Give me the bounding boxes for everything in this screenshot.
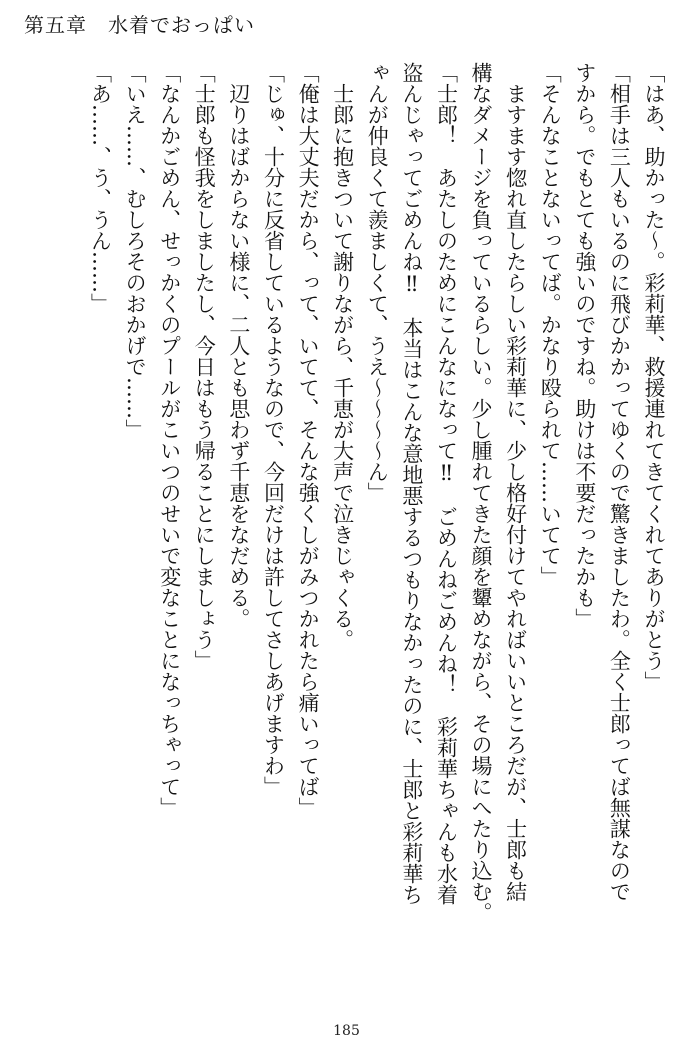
running-head-chapter-title: 第五章 水着でおっぱい [24, 13, 255, 37]
text-line: 士郎に抱きついて謝りながら、千恵が大声で泣きじゃくる。 [330, 62, 355, 650]
text-line: 「俺は大丈夫だから、って、いてて、そんな強くしがみつかれたら痛いってば」 [296, 62, 321, 818]
text-line: 盗んじゃってごめんね‼ 本当はこんな意地悪するつもりなかったのに、士郎と彩莉華ち [399, 62, 424, 905]
text-line: ますます惚れ直したらしい彩莉華に、少し格好付けてやればいいところだが、士郎も結 [503, 62, 528, 902]
text-line: 辺りはばからない様に、二人とも思わず千恵をなだめる。 [226, 62, 251, 629]
text-line: 「士郎！ あたしのためにこんなになって‼ ごめんねごめんね！ 彩莉華ちゃんも水着 [434, 62, 459, 905]
text-line: 「相手は三人もいるのに飛びかかってゆくので驚きましたわ。全く士郎ってば無謀なので [607, 62, 632, 902]
text-line: 「はあ、助かった〜。彩莉華、救援連れてきてくれてありがとう」 [642, 62, 666, 692]
text-line: 「そんなことないってば。かなり殴られて……いてて」 [538, 62, 563, 587]
text-line: 「いえ……、むしろそのおかげで……」 [123, 62, 148, 440]
vertical-body-text [83, 62, 671, 998]
text-line: すから。でもとても強いのですね。助けは不要だったかも」 [572, 62, 597, 629]
text-line: 「あ……、う、うん……」 [88, 62, 113, 314]
text-line: ゃんが仲良くて羨ましくて、うえ〜〜〜〜ん」 [365, 62, 390, 503]
text-line: 構なダメージを負っているらしい。少し腫れてきた顔を顰めながら、その場にへたり込む。 [469, 62, 494, 923]
page-number: 185 [333, 1023, 360, 1039]
text-line: 「じゅ、十分に反省しているようなので、今回だけは許してさしあげますわ」 [261, 62, 286, 797]
text-line: 「士郎も怪我をしましたし、今日はもう帰ることにしましょう」 [192, 62, 217, 671]
text-line: 「なんかごめん、せっかくのプールがこいつのせいで変なことになっちゃって」 [157, 62, 182, 818]
